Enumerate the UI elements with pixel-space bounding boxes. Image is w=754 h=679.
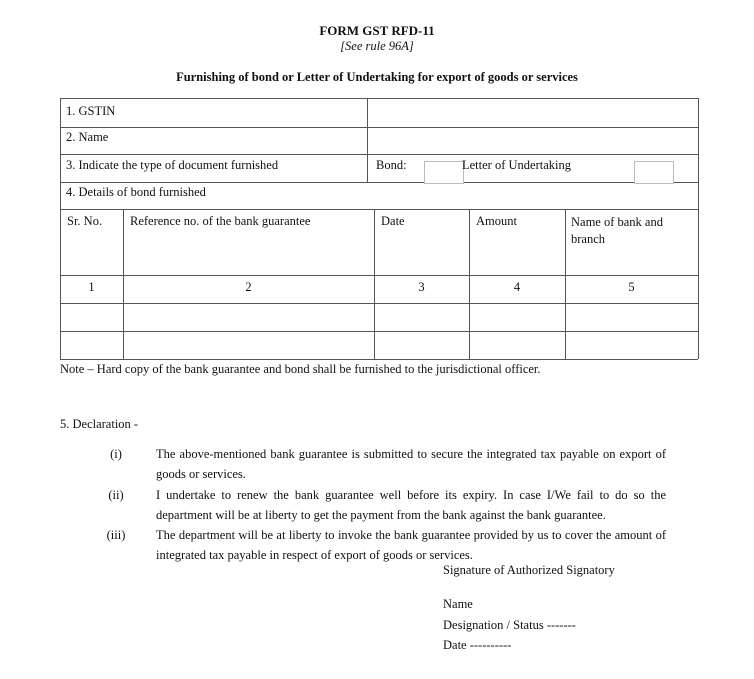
bond-checkbox[interactable] <box>424 161 464 184</box>
col-number-2: 2 <box>245 280 252 294</box>
col-number-3: 3 <box>418 280 425 294</box>
signatory-name-label: Name <box>443 597 473 611</box>
col-bank-branch: Name of bank and branch <box>571 215 663 246</box>
col-number-5: 5 <box>628 280 635 294</box>
note-text: Note – Hard copy of the bank guarantee and bond shall be furnished to the jurisdictional officer. <box>60 362 541 376</box>
col-sr-no: Sr. No. <box>67 214 103 228</box>
declaration-item-number: (iii) <box>106 528 126 542</box>
declaration-item-number: (ii) <box>108 488 124 502</box>
col-number-4: 4 <box>513 280 521 294</box>
col-number-1: 1 <box>88 280 95 294</box>
gstin-label: 1. GSTIN <box>66 104 116 118</box>
lou-label: Letter of Undertaking <box>462 158 571 172</box>
lou-checkbox[interactable] <box>634 161 674 184</box>
declaration-item-text: I undertake to renew the bank guarantee well before its expiry. In case I/We fail to do so the department will be at liberty to get the payment from the bank against the bank guarantee. <box>156 488 666 522</box>
table-row[interactable] <box>61 332 698 358</box>
signature-label: Signature of Authorized Signatory <box>443 563 615 577</box>
bond-details-label: 4. Details of bond furnished <box>66 185 206 199</box>
form-heading: Furnishing of bond or Letter of Undertaking for export of goods or services <box>176 70 578 84</box>
col-date: Date <box>381 214 405 228</box>
name-input[interactable] <box>368 128 697 153</box>
declaration-item-text: The above-mentioned bank guarantee is submitted to secure the integrated tax payable on export of goods or services. <box>156 447 666 481</box>
col-amount: Amount <box>476 214 517 228</box>
declaration-item-text: The department will be at liberty to invoke the bank guarantee provided by us to cover the amount of integrated tax payable in respect of export of goods or services. <box>156 528 666 562</box>
document-type-label: 3. Indicate the type of document furnished <box>66 158 279 172</box>
rule-reference: [See rule 96A] <box>340 39 414 53</box>
table-row[interactable] <box>61 304 698 330</box>
col-reference-no: Reference no. of the bank guarantee <box>130 214 311 228</box>
date-label: Date ---------- <box>443 638 512 652</box>
declaration-title: 5. Declaration - <box>60 417 139 431</box>
designation-label: Designation / Status ------- <box>443 618 576 632</box>
bond-label: Bond: <box>376 158 407 172</box>
name-label: 2. Name <box>66 130 109 144</box>
gstin-input[interactable] <box>368 99 697 126</box>
form-title: FORM GST RFD-11 <box>319 23 435 38</box>
declaration-item-number: (i) <box>110 447 122 461</box>
